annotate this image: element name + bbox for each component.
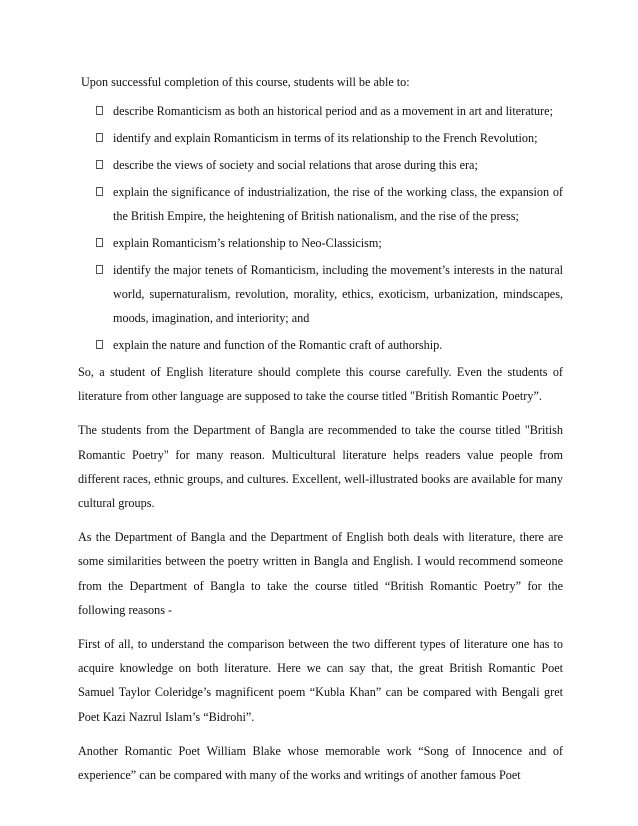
bullet-box-icon: [96, 187, 103, 196]
list-item-text: describe the views of society and social relations that arose during this era;: [113, 158, 478, 172]
list-item-text: explain Romanticism’s relationship to Neo-Classicism;: [113, 236, 382, 250]
paragraph: Another Romantic Poet William Blake whose memorable work “Song of Innocence and of experience” can be compared with many of the works and writings of another famous Poet: [78, 743, 563, 783]
paragraph: The students from the Department of Bangla are recommended to take the course titled "British Romantic Poetry" for many reason. Multicultural literature helps readers value people from different races, ethnic groups, and cultures. Excellent, well-illustrated books are available for many cultural groups.: [78, 423, 563, 511]
learning-outcomes-list: [78, 99, 563, 357]
list-item: [78, 153, 563, 177]
bullet-box-icon: [96, 340, 103, 349]
paragraph: As the Department of Bangla and the Department of English both deals with literature, there are some similarities between the poetry written in Bangla and English. I would recommend someone from the Department of Bangla to take the course titled “British Romantic Poetry” for the following reasons -: [78, 530, 563, 617]
list-item-text: describe Romanticism as both an historical period and as a movement in art and literature;: [113, 104, 553, 118]
list-item-text: identify and explain Romanticism in terms of its relationship to the French Revolution;: [113, 131, 538, 145]
document-page: [78, 70, 563, 797]
paragraph: First of all, to understand the comparison between the two different types of literature one has to acquire knowledge on both literature. Here we can say that, the great British Romantic Poet Samuel Taylor Coleridge’s magnificent poem “Kubla Khan” can be compared with Bengali gret Poet Kazi Nazrul Islam’s “Bidrohi”.: [78, 637, 563, 724]
bullet-box-icon: [96, 265, 103, 274]
bullet-box-icon: [96, 238, 103, 247]
list-item: [78, 231, 563, 255]
list-item-text: explain the nature and function of the Romantic craft of authorship.: [113, 338, 443, 352]
list-item: [78, 99, 563, 123]
list-item: [78, 180, 563, 228]
list-item: [78, 258, 563, 330]
list-item-text: identify the major tenets of Romanticism, including the movement’s interests in the natural world, supernaturalism, revolution, morality, ethics, exoticism, urbanization, mindscapes, moods, imagination, and interiority; and: [113, 263, 563, 325]
bullet-box-icon: [96, 133, 103, 142]
list-item: [78, 333, 563, 357]
paragraph: So, a student of English literature should complete this course carefully. Even the students of literature from other language are supposed to take the course titled "British Romantic Poetry”.: [78, 365, 563, 404]
bullet-box-icon: [96, 160, 103, 169]
list-item: [78, 126, 563, 150]
bullet-box-icon: [96, 106, 103, 115]
intro-text: Upon successful completion of this course, students will be able to:: [81, 75, 410, 89]
list-item-text: explain the significance of industrialization, the rise of the working class, the expansion of the British Empire, the heightening of British nationalism, and the rise of the press;: [113, 185, 563, 223]
